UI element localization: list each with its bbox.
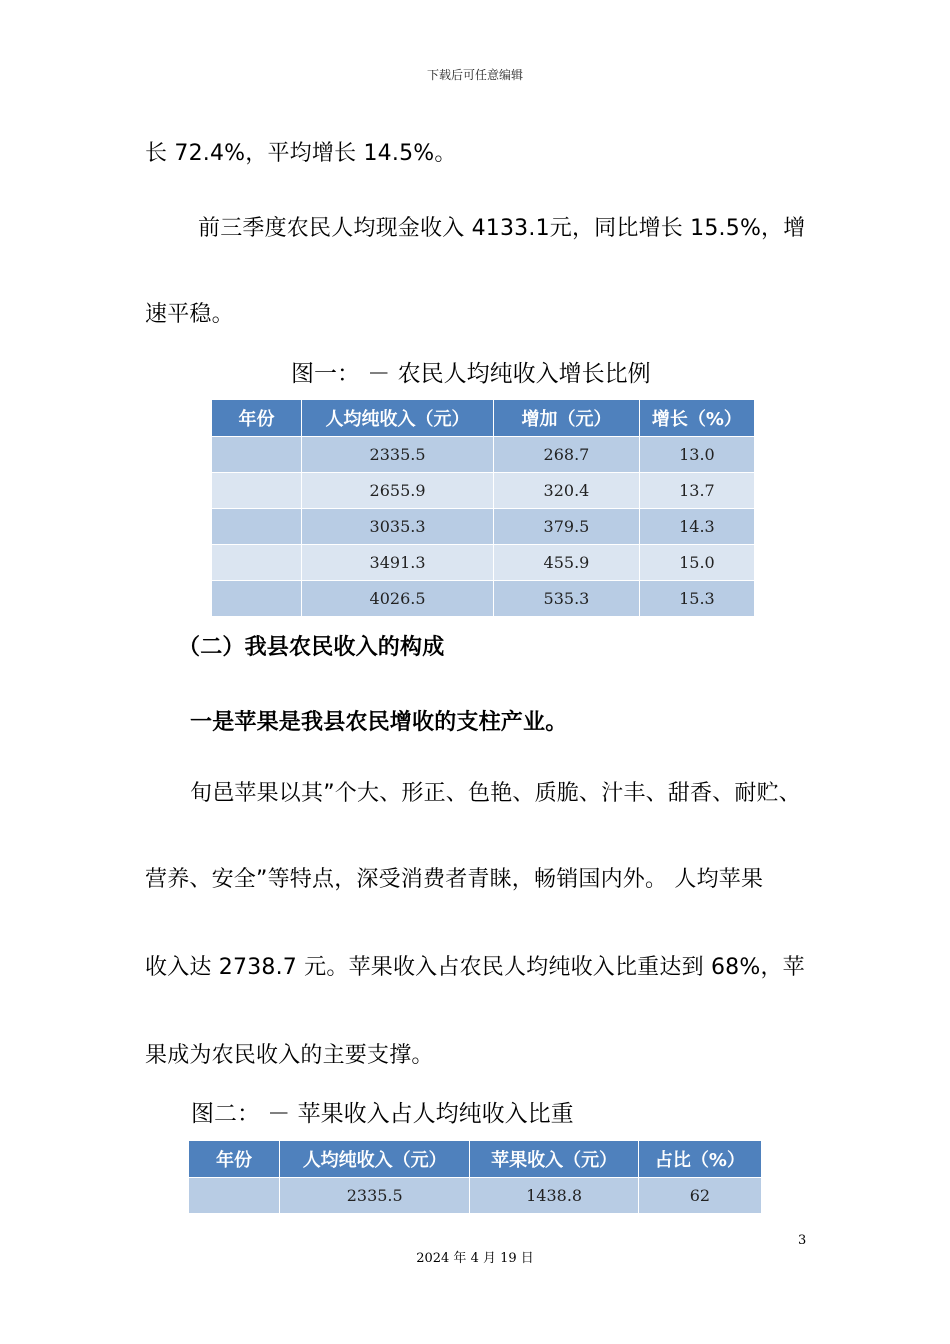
income-growth-table <box>211 399 755 617</box>
table-cell: 3035.3 <box>302 509 494 545</box>
table1-caption: 图一： － 农民人均纯收入增长比例 <box>291 361 651 387</box>
column-header: 人均纯收入（元） <box>302 400 494 437</box>
table-cell: 1438.8 <box>470 1178 639 1214</box>
table-cell: 14.3 <box>639 509 754 545</box>
table-row <box>212 437 755 473</box>
table-cell: 2655.9 <box>302 473 494 509</box>
table-cell: 455.9 <box>494 545 640 581</box>
table-cell: 13.0 <box>639 437 754 473</box>
footer-date: 2024 年 4 月 19 日 <box>416 1251 534 1266</box>
column-header: 苹果收入（元） <box>470 1141 639 1178</box>
paragraph-line: 果成为农民收入的主要支撑。 <box>145 1043 434 1068</box>
table-cell <box>212 581 302 617</box>
paragraph-line: 前三季度农民人均现金收入 4133.1元，同比增长 15.5%，增 <box>198 216 806 241</box>
table-cell: 379.5 <box>494 509 640 545</box>
paragraph-line: 营养、安全”等特点，深受消费者青睐，畅销国内外。 人均苹果 <box>145 867 764 892</box>
table-row <box>212 473 755 509</box>
table-cell: 268.7 <box>494 437 640 473</box>
table-cell: 15.0 <box>639 545 754 581</box>
apple-income-table <box>188 1140 762 1214</box>
table-cell: 320.4 <box>494 473 640 509</box>
table-cell: 4026.5 <box>302 581 494 617</box>
table-cell: 62 <box>638 1178 761 1214</box>
table-cell <box>212 545 302 581</box>
column-header: 增加（元） <box>494 400 640 437</box>
table-cell: 2335.5 <box>280 1178 470 1214</box>
table2-caption: 图二： － 苹果收入占人均纯收入比重 <box>191 1101 574 1127</box>
table-cell: 535.3 <box>494 581 640 617</box>
table-header-row <box>189 1141 762 1178</box>
table-cell: 3491.3 <box>302 545 494 581</box>
column-header: 年份 <box>189 1141 280 1178</box>
table-cell <box>189 1178 280 1214</box>
table-cell: 15.3 <box>639 581 754 617</box>
column-header: 增长（%） <box>639 400 754 437</box>
table-cell <box>212 509 302 545</box>
table-row <box>189 1178 762 1214</box>
column-header: 占比（%） <box>638 1141 761 1178</box>
table-row <box>212 545 755 581</box>
table-cell: 13.7 <box>639 473 754 509</box>
paragraph-line: 收入达 2738.7 元。苹果收入占农民人均纯收入比重达到 68%，苹 <box>145 955 805 980</box>
table-row <box>212 509 755 545</box>
table-row <box>212 581 755 617</box>
paragraph-line: 速平稳。 <box>145 302 234 327</box>
table-cell: 2335.5 <box>302 437 494 473</box>
column-header: 年份 <box>212 400 302 437</box>
paragraph-line: 旬邑苹果以其”个大、形正、色艳、质脆、汁丰、甜香、耐贮、 <box>190 781 801 806</box>
table-cell <box>212 473 302 509</box>
page-number: 3 <box>798 1233 807 1248</box>
table-header-row <box>212 400 755 437</box>
paragraph-line: 长 72.4%，平均增长 14.5%。 <box>145 141 457 166</box>
table-cell <box>212 437 302 473</box>
section-heading: （二）我县农民收入的构成 <box>178 635 445 660</box>
column-header: 人均纯收入（元） <box>280 1141 470 1178</box>
section-subheading: 一是苹果是我县农民增收的支柱产业。 <box>190 710 568 735</box>
page-header: 下载后可任意编辑 <box>426 68 523 82</box>
